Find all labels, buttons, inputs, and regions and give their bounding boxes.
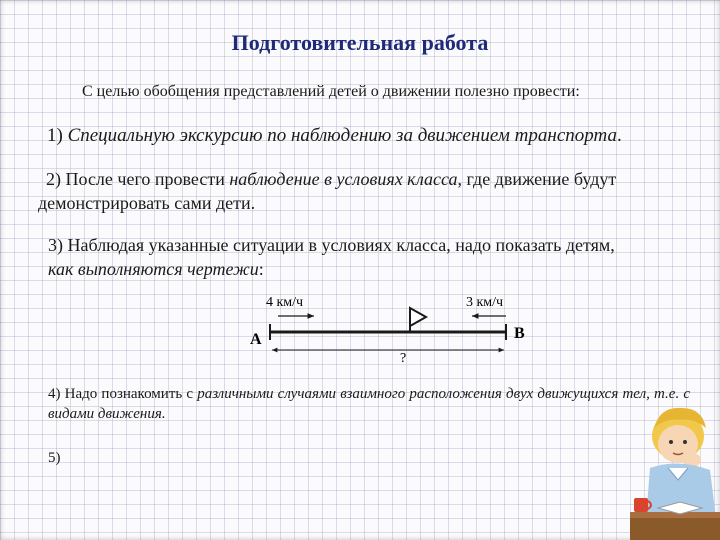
item-1 xyxy=(47,125,622,147)
point-b-label: В xyxy=(514,325,525,342)
item-2 xyxy=(38,167,698,215)
item-2-suffix: , где движение будут xyxy=(457,169,617,189)
speed-left-label: 4 км/ч xyxy=(266,295,304,310)
unknown-distance-label: ? xyxy=(400,351,407,366)
item-2-line2: демонстрировать сами дети. xyxy=(38,193,256,213)
item-4-italic: различными случаями взаимного расположения двух движущихся тел, т.е. с видами движения. xyxy=(48,386,690,422)
item-1-number: 1) xyxy=(47,125,63,146)
item-4 xyxy=(48,384,690,424)
item-3-end: : xyxy=(258,259,264,279)
item-1-end: . xyxy=(616,125,622,146)
item-2-italic: наблюдение в условиях класса xyxy=(229,169,458,189)
point-a-label: А xyxy=(250,331,262,348)
page-title: Подготовительная работа xyxy=(231,30,489,55)
item-4-prefix: 4) Надо познакомить с xyxy=(48,386,198,402)
item-1-text: Специальную экскурсию по наблюдению за движением транспорта xyxy=(67,125,617,146)
item-3-italic: как выполняются чертежи xyxy=(48,259,259,279)
speed-right-label: 3 км/ч xyxy=(466,295,504,310)
intro-text: С целью обобщения представлений детей о движении полезно провести: xyxy=(82,83,580,100)
motion-diagram xyxy=(240,290,540,370)
item-2-prefix: 2) После чего провести xyxy=(46,169,230,189)
item-3 xyxy=(48,233,698,281)
flag-icon xyxy=(410,308,426,326)
item-3-line1: 3) Наблюдая указанные ситуации в условиях класса, надо показать детям, xyxy=(48,235,615,255)
item-5: 5) xyxy=(48,450,61,466)
thinking-boy-illustration xyxy=(630,398,720,540)
